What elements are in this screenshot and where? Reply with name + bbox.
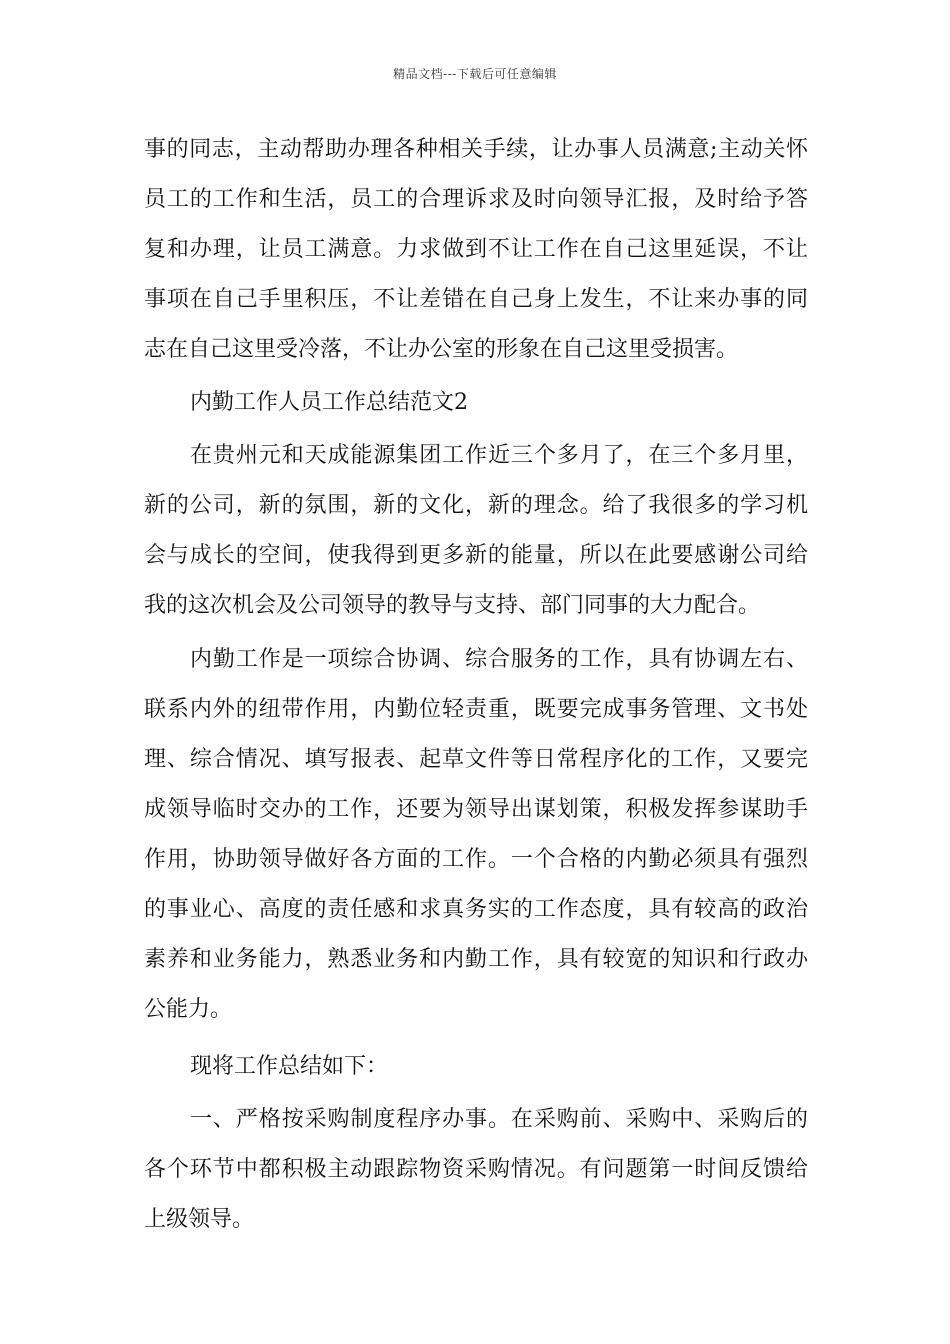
text-line: 作用，协助领导做好各方面的工作。一个合格的内勤必须具有强烈 [144, 847, 808, 872]
text-line: 素养和业务能力，熟悉业务和内勤工作，具有较宽的知识和行政办 [144, 947, 808, 972]
text-line: 成领导临时交办的工作，还要为领导出谋划策，积极发挥参谋助手 [144, 797, 808, 822]
text-line: 志在自己这里受冷落，不让办公室的形象在自己这里受损害。 [144, 337, 739, 362]
text-line: 员工的工作和生活，员工的合理诉求及时向领导汇报，及时给予答 [144, 187, 808, 212]
text-line: 在贵州元和天成能源集团工作近三个多月了，在三个多月里， [190, 443, 808, 468]
text-line: 我的这次机会及公司领导的教导与支持、部门同事的大力配合。 [144, 593, 761, 618]
document-body [144, 125, 808, 1245]
text-line: 内勤工作是一项综合协调、综合服务的工作，具有协调左右、 [190, 647, 808, 672]
text-line: 一、严格按采购制度程序办事。在采购前、采购中、采购后的 [190, 1107, 808, 1132]
text-line: 联系内外的纽带作用，内勤位轻责重，既要完成事务管理、文书处 [144, 697, 808, 722]
text-line: 事的同志，主动帮助办理各种相关手续，让办事人员满意;主动关怀 [144, 137, 808, 162]
text-line: 复和办理，让员工满意。力求做到不让工作在自己这里延误，不让 [144, 237, 808, 262]
page-header: 精品文档---下载后可任意编辑 [393, 67, 557, 81]
section-heading: 内勤工作人员工作总结范文2 [190, 390, 468, 415]
text-line: 各个环节中都积极主动跟踪物资采购情况。有问题第一时间反馈给 [144, 1157, 808, 1182]
text-line: 的事业心、高度的责任感和求真务实的工作态度，具有较高的政治 [144, 897, 808, 922]
text-line: 会与成长的空间，使我得到更多新的能量，所以在此要感谢公司给 [144, 543, 808, 568]
text-line: 理、综合情况、填写报表、起草文件等日常程序化的工作，又要完 [144, 747, 808, 772]
text-line: 公能力。 [144, 997, 233, 1022]
text-line: 新的公司，新的氛围，新的文化，新的理念。给了我很多的学习机 [144, 493, 808, 518]
text-line: 事项在自己手里积压，不让差错在自己身上发生，不让来办事的同 [144, 287, 808, 312]
text-line: 上级领导。 [144, 1207, 255, 1232]
section-heading: 现将工作总结如下： [190, 1054, 389, 1079]
